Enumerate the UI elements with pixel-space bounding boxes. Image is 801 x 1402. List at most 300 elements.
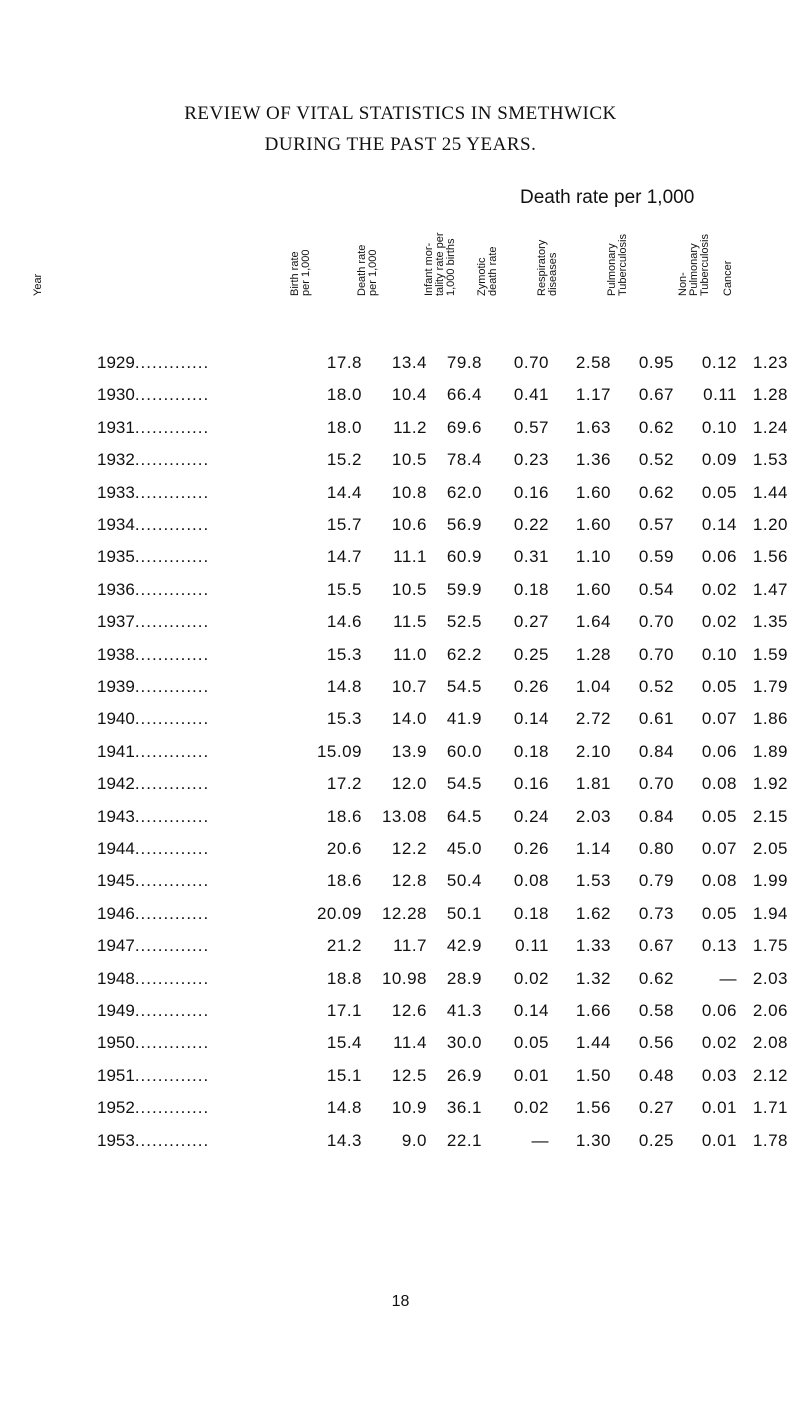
nonpulmonary-cell: 0.03 — [701, 1066, 737, 1085]
zymotic-cell: 0.57 — [513, 418, 549, 437]
cancer-cell: 1.24 — [752, 418, 788, 437]
infant-cell: 69.6 — [446, 418, 482, 437]
pulmonary-cell: 0.56 — [638, 1033, 674, 1052]
year-value: 1937 — [97, 612, 135, 631]
nonpulmonary-cell: 0.10 — [701, 645, 737, 664]
year-cell — [97, 450, 209, 470]
birth-cell: 18.8 — [326, 969, 362, 988]
nonpulmonary-cell: 0.01 — [701, 1131, 737, 1150]
year-cell — [97, 645, 209, 665]
nonpulmonary-cell: — — [719, 969, 737, 988]
pulmonary-cell: 0.84 — [638, 807, 674, 826]
dot-leader: ............. — [134, 1066, 210, 1085]
year-cell — [97, 709, 209, 729]
nonpulmonary-cell: 0.07 — [701, 709, 737, 728]
col-header-cancer-line: Cancer — [722, 260, 734, 296]
zymotic-cell: 0.18 — [513, 580, 549, 599]
table-row — [0, 871, 801, 895]
infant-cell: 60.9 — [446, 547, 482, 566]
respiratory-cell: 1.14 — [575, 839, 611, 858]
table-row — [0, 936, 801, 960]
table-row — [0, 1033, 801, 1057]
infant-cell: 56.9 — [446, 515, 482, 534]
pulmonary-cell: 0.58 — [638, 1001, 674, 1020]
birth-cell: 15.1 — [326, 1066, 362, 1085]
col-header-pulmonary-line: Pulmonary — [606, 243, 618, 296]
dot-leader: ............. — [134, 353, 210, 372]
col-header-pulmonary — [607, 234, 629, 296]
table-row — [0, 645, 801, 669]
infant-cell: 41.9 — [446, 709, 482, 728]
infant-cell: 64.5 — [446, 807, 482, 826]
birth-cell: 15.09 — [316, 742, 362, 761]
dot-leader: ............. — [134, 871, 210, 890]
infant-cell: 62.0 — [446, 483, 482, 502]
pulmonary-cell: 0.67 — [638, 385, 674, 404]
col-header-nonpulmonary-line: Pulmonary — [688, 243, 700, 296]
dot-leader: ............. — [134, 936, 210, 955]
death-cell: 11.7 — [393, 936, 427, 955]
col-header-nonpulmonary — [678, 234, 711, 296]
infant-cell: 59.9 — [446, 580, 482, 599]
birth-cell: 18.0 — [326, 418, 362, 437]
col-header-death — [357, 245, 379, 296]
year-value: 1931 — [97, 418, 135, 437]
respiratory-cell: 1.56 — [575, 1098, 611, 1117]
zymotic-cell: 0.08 — [513, 871, 549, 890]
respiratory-cell: 1.60 — [575, 580, 611, 599]
birth-cell: 15.3 — [326, 709, 362, 728]
dot-leader: ............. — [134, 742, 210, 761]
table-row — [0, 612, 801, 636]
birth-cell: 14.6 — [326, 612, 362, 631]
col-header-cancer — [723, 261, 734, 296]
zymotic-cell: 0.27 — [513, 612, 549, 631]
year-cell — [97, 677, 209, 697]
death-cell: 12.5 — [391, 1066, 427, 1085]
death-cell: 10.9 — [391, 1098, 427, 1117]
death-cell: 12.28 — [381, 904, 427, 923]
col-header-birth-line: per 1,000 — [300, 249, 312, 296]
death-cell: 9.0 — [401, 1131, 427, 1150]
death-cell: 10.8 — [391, 483, 427, 502]
cancer-cell: 1.92 — [752, 774, 788, 793]
col-header-birth-line: Birth rate — [289, 251, 301, 296]
col-header-respiratory-line: diseases — [547, 252, 559, 296]
year-value: 1939 — [97, 677, 135, 696]
dot-leader: ............. — [134, 645, 210, 664]
zymotic-cell: 0.70 — [513, 353, 549, 372]
respiratory-cell: 1.63 — [575, 418, 611, 437]
table-row — [0, 969, 801, 993]
table-row — [0, 807, 801, 831]
pulmonary-cell: 0.25 — [638, 1131, 674, 1150]
birth-cell: 15.4 — [326, 1033, 362, 1052]
death-cell: 13.08 — [381, 807, 427, 826]
cancer-cell: 1.78 — [752, 1131, 788, 1150]
col-header-year-line: Year — [32, 273, 44, 296]
year-cell — [97, 385, 209, 405]
dot-leader: ............. — [134, 385, 210, 404]
death-cell: 10.5 — [391, 450, 427, 469]
respiratory-cell: 1.50 — [575, 1066, 611, 1085]
cancer-cell: 1.56 — [752, 547, 788, 566]
birth-cell: 20.09 — [316, 904, 362, 923]
zymotic-cell: 0.41 — [513, 385, 549, 404]
year-value: 1950 — [97, 1033, 135, 1052]
respiratory-cell: 1.81 — [575, 774, 611, 793]
cancer-cell: 1.23 — [752, 353, 788, 372]
year-value: 1942 — [97, 774, 135, 793]
respiratory-cell: 1.17 — [575, 385, 611, 404]
year-cell — [97, 580, 209, 600]
cancer-cell: 1.53 — [752, 450, 788, 469]
nonpulmonary-cell: 0.08 — [701, 871, 737, 890]
dot-leader: ............. — [134, 483, 210, 502]
cancer-cell: 1.28 — [752, 385, 788, 404]
respiratory-cell: 1.60 — [575, 515, 611, 534]
year-cell — [97, 547, 209, 567]
cancer-cell: 1.47 — [752, 580, 788, 599]
zymotic-cell: 0.14 — [513, 1001, 549, 1020]
year-value: 1943 — [97, 807, 135, 826]
page-number: 18 — [391, 1293, 410, 1310]
cancer-cell: 1.35 — [752, 612, 788, 631]
year-value: 1944 — [97, 839, 135, 858]
table-row — [0, 904, 801, 928]
pulmonary-cell: 0.80 — [638, 839, 674, 858]
col-header-infant-line: Infant mor- — [423, 242, 435, 296]
year-value: 1951 — [97, 1066, 135, 1085]
cancer-cell: 2.06 — [752, 1001, 788, 1020]
zymotic-cell: — — [531, 1131, 549, 1150]
col-header-infant-line: 1,000 births — [445, 238, 457, 296]
table-row — [0, 385, 801, 409]
zymotic-cell: 0.25 — [513, 645, 549, 664]
zymotic-cell: 0.26 — [513, 677, 549, 696]
birth-cell: 21.2 — [326, 936, 362, 955]
zymotic-cell: 0.31 — [513, 547, 549, 566]
nonpulmonary-cell: 0.05 — [701, 904, 737, 923]
zymotic-cell: 0.18 — [513, 904, 549, 923]
cancer-cell: 1.44 — [752, 483, 788, 502]
nonpulmonary-cell: 0.05 — [701, 483, 737, 502]
pulmonary-cell: 0.67 — [638, 936, 674, 955]
year-value: 1930 — [97, 385, 135, 404]
birth-cell: 14.8 — [326, 1098, 362, 1117]
birth-cell: 17.2 — [326, 774, 362, 793]
year-value: 1938 — [97, 645, 135, 664]
dot-leader: ............. — [134, 839, 210, 858]
year-value: 1936 — [97, 580, 135, 599]
pulmonary-cell: 0.79 — [638, 871, 674, 890]
year-value: 1933 — [97, 483, 135, 502]
dot-leader: ............. — [134, 418, 210, 437]
zymotic-cell: 0.11 — [515, 936, 549, 955]
dot-leader: ............. — [134, 1131, 210, 1150]
birth-cell: 17.1 — [326, 1001, 362, 1020]
table-row — [0, 547, 801, 571]
respiratory-cell: 2.03 — [575, 807, 611, 826]
death-cell: 11.4 — [393, 1033, 427, 1052]
table-row — [0, 1001, 801, 1025]
year-value: 1952 — [97, 1098, 135, 1117]
respiratory-cell: 1.36 — [575, 450, 611, 469]
death-cell: 10.98 — [381, 969, 427, 988]
pulmonary-cell: 0.62 — [638, 483, 674, 502]
year-cell — [97, 904, 209, 924]
nonpulmonary-cell: 0.13 — [701, 936, 737, 955]
nonpulmonary-cell: 0.06 — [701, 742, 737, 761]
death-cell: 12.6 — [391, 1001, 427, 1020]
pulmonary-cell: 0.61 — [638, 709, 674, 728]
cancer-cell: 2.05 — [752, 839, 788, 858]
infant-cell: 50.4 — [446, 871, 482, 890]
respiratory-cell: 1.30 — [575, 1131, 611, 1150]
infant-cell: 79.8 — [446, 353, 482, 372]
pulmonary-cell: 0.70 — [638, 774, 674, 793]
death-cell: 14.0 — [391, 709, 427, 728]
cancer-cell: 1.71 — [752, 1098, 788, 1117]
cancer-cell: 1.75 — [752, 936, 788, 955]
pulmonary-cell: 0.27 — [638, 1098, 674, 1117]
zymotic-cell: 0.24 — [513, 807, 549, 826]
year-cell — [97, 839, 209, 859]
zymotic-cell: 0.23 — [513, 450, 549, 469]
col-header-pulmonary-line: Tuberculosis — [617, 234, 629, 296]
infant-cell: 30.0 — [446, 1033, 482, 1052]
respiratory-cell: 1.64 — [575, 612, 611, 631]
page-title: REVIEW OF VITAL STATISTICS IN SMETHWICK — [184, 103, 617, 124]
col-header-respiratory-line: Respiratory — [536, 239, 548, 296]
col-header-infant-line: tality rate per — [434, 232, 446, 296]
year-value: 1946 — [97, 904, 135, 923]
col-header-zymotic — [477, 246, 499, 296]
year-cell — [97, 1033, 209, 1053]
dot-leader: ............. — [134, 580, 210, 599]
cancer-cell: 2.12 — [752, 1066, 788, 1085]
nonpulmonary-cell: 0.02 — [701, 580, 737, 599]
year-cell — [97, 774, 209, 794]
year-cell — [97, 1066, 209, 1086]
year-cell — [97, 483, 209, 503]
col-header-zymotic-line: Zymotic — [476, 257, 488, 296]
birth-cell: 14.3 — [326, 1131, 362, 1150]
respiratory-cell: 1.44 — [575, 1033, 611, 1052]
birth-cell: 14.8 — [326, 677, 362, 696]
cancer-cell: 1.20 — [752, 515, 788, 534]
table-row — [0, 515, 801, 539]
table-row — [0, 450, 801, 474]
nonpulmonary-cell: 0.12 — [701, 353, 737, 372]
zymotic-cell: 0.02 — [513, 1098, 549, 1117]
pulmonary-cell: 0.70 — [638, 612, 674, 631]
year-value: 1947 — [97, 936, 135, 955]
zymotic-cell: 0.14 — [513, 709, 549, 728]
respiratory-cell: 2.58 — [575, 353, 611, 372]
cancer-cell: 2.03 — [752, 969, 788, 988]
death-cell: 10.4 — [391, 385, 427, 404]
pulmonary-cell: 0.57 — [638, 515, 674, 534]
death-cell: 12.8 — [391, 871, 427, 890]
nonpulmonary-cell: 0.05 — [701, 807, 737, 826]
death-cell: 12.2 — [391, 839, 427, 858]
zymotic-cell: 0.01 — [513, 1066, 549, 1085]
respiratory-cell: 1.60 — [575, 483, 611, 502]
nonpulmonary-cell: 0.02 — [701, 612, 737, 631]
infant-cell: 54.5 — [446, 774, 482, 793]
infant-cell: 60.0 — [446, 742, 482, 761]
col-header-nonpulmonary-line: Tuberculosis — [699, 234, 711, 296]
birth-cell: 15.2 — [326, 450, 362, 469]
pulmonary-cell: 0.48 — [638, 1066, 674, 1085]
birth-cell: 15.7 — [326, 515, 362, 534]
year-cell — [97, 1001, 209, 1021]
zymotic-cell: 0.22 — [513, 515, 549, 534]
dot-leader: ............. — [134, 677, 210, 696]
cancer-cell: 1.89 — [752, 742, 788, 761]
year-cell — [97, 807, 209, 827]
death-cell: 12.0 — [391, 774, 427, 793]
table-row — [0, 709, 801, 733]
cancer-cell: 1.79 — [752, 677, 788, 696]
infant-cell: 42.9 — [446, 936, 482, 955]
dot-leader: ............. — [134, 807, 210, 826]
page-subtitle: DURING THE PAST 25 YEARS. — [264, 134, 537, 155]
year-cell — [97, 871, 209, 891]
year-value: 1953 — [97, 1131, 135, 1150]
pulmonary-cell: 0.70 — [638, 645, 674, 664]
infant-cell: 66.4 — [446, 385, 482, 404]
death-rate-group-header: Death rate per 1,000 — [520, 187, 695, 208]
year-cell — [97, 936, 209, 956]
year-cell — [97, 612, 209, 632]
year-cell — [97, 353, 209, 373]
infant-cell: 62.2 — [446, 645, 482, 664]
infant-cell: 78.4 — [446, 450, 482, 469]
year-value: 1929 — [97, 353, 135, 372]
birth-cell: 20.6 — [326, 839, 362, 858]
infant-cell: 26.9 — [446, 1066, 482, 1085]
pulmonary-cell: 0.95 — [638, 353, 674, 372]
table-row — [0, 1066, 801, 1090]
nonpulmonary-cell: 0.06 — [701, 1001, 737, 1020]
table-row — [0, 418, 801, 442]
col-header-death-line: Death rate — [356, 244, 368, 296]
respiratory-cell: 1.04 — [575, 677, 611, 696]
death-cell: 13.9 — [391, 742, 427, 761]
table-row — [0, 774, 801, 798]
respiratory-cell: 1.28 — [575, 645, 611, 664]
zymotic-cell: 0.16 — [513, 483, 549, 502]
dot-leader: ............. — [134, 774, 210, 793]
col-header-infant — [424, 232, 457, 296]
col-header-nonpulmonary-line: Non- — [677, 272, 689, 296]
infant-cell: 54.5 — [446, 677, 482, 696]
infant-cell: 36.1 — [446, 1098, 482, 1117]
death-cell: 11.1 — [393, 547, 427, 566]
table-row — [0, 1098, 801, 1122]
col-header-respiratory — [537, 240, 559, 296]
respiratory-cell: 2.72 — [575, 709, 611, 728]
birth-cell: 15.5 — [326, 580, 362, 599]
year-value: 1935 — [97, 547, 135, 566]
pulmonary-cell: 0.73 — [638, 904, 674, 923]
zymotic-cell: 0.16 — [513, 774, 549, 793]
table-row — [0, 742, 801, 766]
pulmonary-cell: 0.52 — [638, 677, 674, 696]
dot-leader: ............. — [134, 612, 210, 631]
birth-cell: 18.0 — [326, 385, 362, 404]
respiratory-cell: 1.10 — [575, 547, 611, 566]
infant-cell: 41.3 — [446, 1001, 482, 1020]
death-cell: 11.2 — [393, 418, 427, 437]
birth-cell: 18.6 — [326, 871, 362, 890]
infant-cell: 50.1 — [446, 904, 482, 923]
nonpulmonary-cell: 0.09 — [701, 450, 737, 469]
birth-cell: 15.3 — [326, 645, 362, 664]
table-row — [0, 839, 801, 863]
pulmonary-cell: 0.84 — [638, 742, 674, 761]
death-cell: 10.5 — [391, 580, 427, 599]
cancer-cell: 2.08 — [752, 1033, 788, 1052]
respiratory-cell: 1.66 — [575, 1001, 611, 1020]
zymotic-cell: 0.05 — [513, 1033, 549, 1052]
nonpulmonary-cell: 0.06 — [701, 547, 737, 566]
death-cell: 10.6 — [391, 515, 427, 534]
table-row — [0, 580, 801, 604]
death-cell: 13.4 — [391, 353, 427, 372]
pulmonary-cell: 0.52 — [638, 450, 674, 469]
year-cell — [97, 418, 209, 438]
pulmonary-cell: 0.54 — [638, 580, 674, 599]
year-cell — [97, 1131, 209, 1151]
infant-cell: 45.0 — [446, 839, 482, 858]
year-value: 1945 — [97, 871, 135, 890]
col-header-death-line: per 1,000 — [367, 249, 379, 296]
respiratory-cell: 1.62 — [575, 904, 611, 923]
year-cell — [97, 742, 209, 762]
infant-cell: 52.5 — [446, 612, 482, 631]
respiratory-cell: 1.33 — [575, 936, 611, 955]
col-header-zymotic-line: death rate — [487, 246, 499, 296]
cancer-cell: 1.99 — [752, 871, 788, 890]
zymotic-cell: 0.18 — [513, 742, 549, 761]
year-value: 1949 — [97, 1001, 135, 1020]
col-header-birth — [290, 250, 312, 296]
year-value: 1934 — [97, 515, 135, 534]
year-cell — [97, 969, 209, 989]
year-value: 1948 — [97, 969, 135, 988]
nonpulmonary-cell: 0.10 — [701, 418, 737, 437]
dot-leader: ............. — [134, 1033, 210, 1052]
death-cell: 11.0 — [393, 645, 427, 664]
table-row — [0, 353, 801, 377]
year-cell — [97, 1098, 209, 1118]
dot-leader: ............. — [134, 515, 210, 534]
infant-cell: 28.9 — [446, 969, 482, 988]
dot-leader: ............. — [134, 450, 210, 469]
cancer-cell: 1.94 — [752, 904, 788, 923]
table-row — [0, 677, 801, 701]
cancer-cell: 1.59 — [752, 645, 788, 664]
dot-leader: ............. — [134, 969, 210, 988]
table-row — [0, 483, 801, 507]
death-cell: 11.5 — [393, 612, 427, 631]
respiratory-cell: 2.10 — [575, 742, 611, 761]
table-row — [0, 1131, 801, 1155]
birth-cell: 18.6 — [326, 807, 362, 826]
